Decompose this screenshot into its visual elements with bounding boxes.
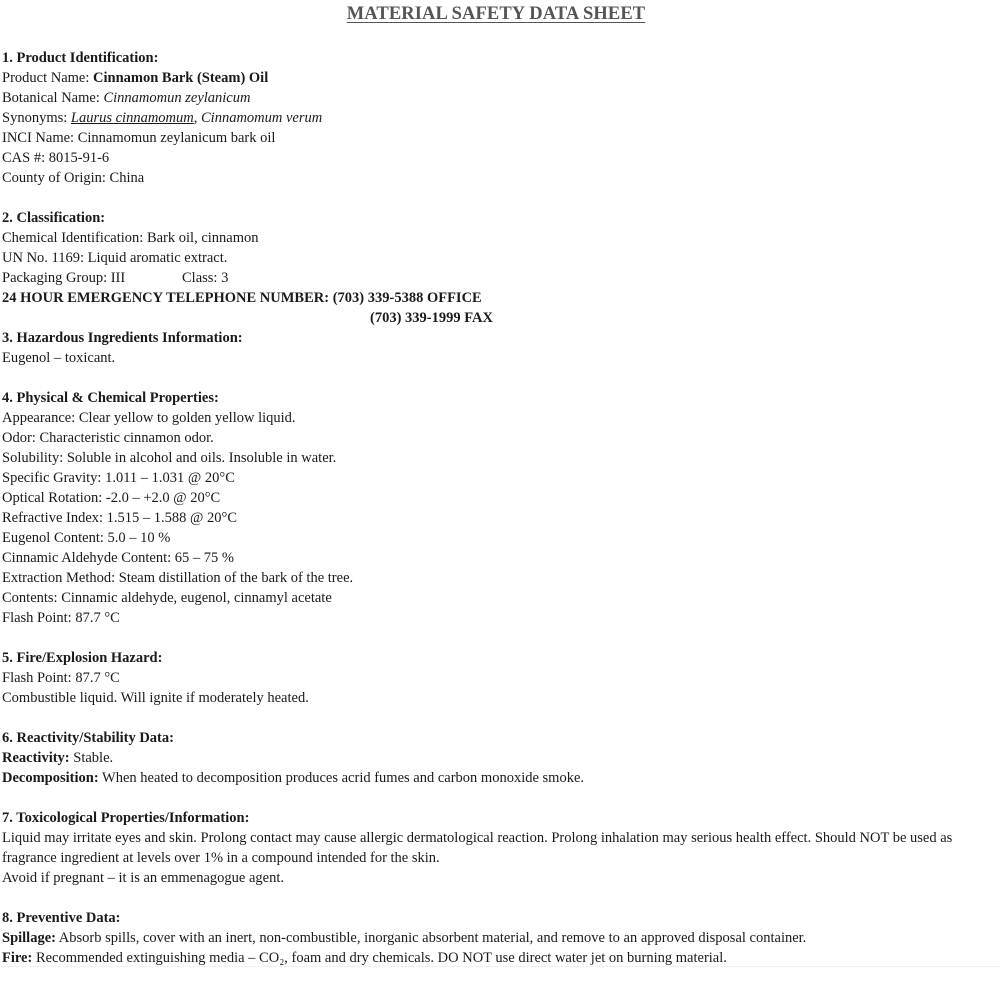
section-6-heading: 6. Reactivity/Stability Data:: [2, 730, 174, 746]
odor-line: Odor: Characteristic cinnamon odor.: [2, 430, 214, 446]
section-4-heading: 4. Physical & Chemical Properties:: [2, 390, 219, 406]
country-origin-line: County of Origin: China: [2, 170, 145, 186]
synonyms-separator: ,: [193, 110, 201, 126]
spillage-value: Absorb spills, cover with an inert, non-combustible, inorganic absorbent material, and remove to an approved disposal container.: [55, 930, 807, 946]
eugenol-content-line: Eugenol Content: 5.0 – 10 %: [2, 530, 171, 546]
synonyms-line: [2, 108, 322, 128]
fire-value: Recommended extinguishing media – CO₂, foam and dry chemicals. DO NOT use direct water jet on burning material.: [32, 950, 727, 966]
fax-number-line: (703) 339-1999 FAX: [370, 310, 493, 326]
specific-gravity-line: Specific Gravity: 1.011 – 1.031 @ 20°C: [2, 470, 235, 486]
section-1-heading: 1. Product Identification:: [2, 50, 159, 66]
refractive-index-line: Refractive Index: 1.515 – 1.588 @ 20°C: [2, 510, 237, 526]
fire-line: [2, 948, 727, 966]
fire-label: Fire:: [2, 950, 33, 966]
synonym-laurus: Laurus cinnamomum: [70, 110, 194, 126]
section-7-heading: 7. Toxicological Properties/Information:: [2, 810, 250, 826]
page-bottom-margin: [0, 966, 1000, 1001]
section-3-heading: 3. Hazardous Ingredients Information:: [2, 330, 243, 346]
document-title: [0, 4, 992, 25]
optical-rotation-line: Optical Rotation: -2.0 – +2.0 @ 20°C: [2, 490, 221, 506]
section-2-heading: 2. Classification:: [2, 210, 106, 226]
spillage-label: Spillage:: [2, 930, 56, 946]
section-8-heading: 8. Preventive Data:: [2, 910, 121, 926]
product-name-line: [2, 68, 268, 88]
decomposition-value: When heated to decomposition produces acrid fumes and carbon monoxide smoke.: [98, 770, 585, 786]
packaging-group-line: Packaging Group: III: [2, 270, 126, 286]
pregnancy-warning-line: Avoid if pregnant – it is an emmenagogue agent.: [2, 870, 284, 886]
reactivity-label: Reactivity:: [2, 750, 70, 766]
hazardous-ingredient-line: Eugenol – toxicant.: [2, 350, 116, 366]
synonyms-label: Synonyms:: [2, 110, 71, 126]
botanical-name-value: Cinnamomun zeylanicum: [103, 90, 251, 106]
spillage-line: [2, 928, 806, 948]
botanical-name-line: [2, 88, 250, 108]
chemical-identification-line: Chemical Identification: Bark oil, cinnamon: [2, 230, 259, 246]
fire-flash-point-line: Flash Point: 87.7 °C: [2, 670, 120, 686]
product-name-value: Cinnamon Bark (Steam) Oil: [93, 70, 269, 86]
product-name-label: Product Name:: [2, 70, 94, 86]
toxicology-paragraph: Liquid may irritate eyes and skin. Prolong contact may cause allergic dermatological reaction. Prolong inhalation may serious health effect. Should NOT be used as fragrance ingredient at levels over 1% in a compound intended for the skin.: [2, 830, 953, 866]
flash-point-line: Flash Point: 87.7 °C: [2, 610, 120, 626]
cinnamic-aldehyde-line: Cinnamic Aldehyde Content: 65 – 75 %: [2, 550, 234, 566]
un-number-line: UN No. 1169: Liquid aromatic extract.: [2, 250, 228, 266]
combustible-line: Combustible liquid. Will ignite if moderately heated.: [2, 690, 309, 706]
reactivity-value: Stable.: [69, 750, 114, 766]
section-5-heading: 5. Fire/Explosion Hazard:: [2, 650, 163, 666]
botanical-name-label: Botanical Name:: [2, 90, 104, 106]
extraction-method-line: Extraction Method: Steam distillation of the bark of the tree.: [2, 570, 354, 586]
decomposition-line: [2, 768, 584, 788]
solubility-line: Solubility: Soluble in alcohol and oils. Insoluble in water.: [2, 450, 337, 466]
class-line: Class: 3: [182, 270, 229, 286]
appearance-line: Appearance: Clear yellow to golden yellow liquid.: [2, 410, 296, 426]
reactivity-line: [2, 748, 113, 768]
contents-line: Contents: Cinnamic aldehyde, eugenol, cinnamyl acetate: [2, 590, 332, 606]
inci-name-line: INCI Name: Cinnamomun zeylanicum bark oil: [2, 130, 276, 146]
decomposition-label: Decomposition:: [2, 770, 99, 786]
synonym-verum: Cinnamomum verum: [201, 110, 323, 126]
emergency-phone-line: 24 HOUR EMERGENCY TELEPHONE NUMBER: (703) 339-5388 OFFICE: [2, 290, 482, 306]
document-title-text: MATERIAL SAFETY DATA SHEET: [346, 4, 646, 24]
cas-number-line: CAS #: 8015-91-6: [2, 150, 110, 166]
